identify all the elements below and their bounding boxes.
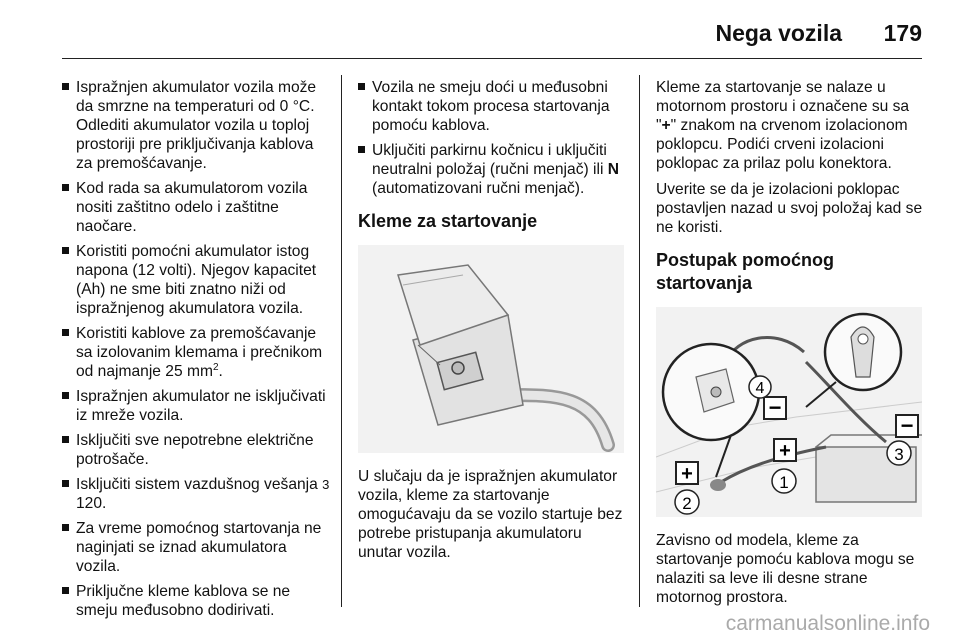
list-item: Koristiti kablove za premošćavanje sa izolovanim klemama i prečnikom od najmanje 25 $mm^2$. (62, 324, 330, 381)
minus-label-icon: − (768, 395, 782, 420)
section-heading-jump-terminals: Kleme za startovanje (358, 211, 538, 231)
jump-terminals-description: U slučaju da je ispražnjen akumulator vozila, kleme za startovanje omogućavaju da se vozilo startuje bez potrebe pristupanja akumulatoru unutar vozila. (358, 468, 623, 561)
neutral-gear-letter: N (607, 161, 620, 178)
list-item: Uključiti parkirnu kočnicu i uključiti neutralni položaj (ručni menjač) ili N (automatizovani ručni menjač). (358, 141, 626, 198)
minus-label-icon: − (900, 413, 914, 438)
column-1 (62, 78, 330, 626)
list-item: Ispražnjen akumulator ne isključivati iz mreže vozila. (62, 387, 330, 425)
page-header-title: Nega vozila (715, 20, 842, 46)
column-3 (656, 78, 924, 614)
list-item: Vozila ne smeju doći u međusobni kontakt tokom procesa startovanja pomoću kablova. (358, 78, 626, 135)
precaution-bullet-list (358, 78, 626, 198)
callout-number: 3 (894, 445, 904, 464)
footnote-superscript: 2 (212, 361, 219, 373)
safety-bullet-list (62, 78, 330, 620)
plus-label-icon: + (779, 440, 791, 462)
section-heading-jump-start-procedure: Postupak pomoćnog startovanja (656, 250, 835, 293)
page-number: 179 (883, 20, 922, 46)
column-divider-right (639, 75, 640, 607)
terminal-location-paragraph: Kleme za startovanje se nalaze u motornom prostoru i označene su sa "+" znakom na crvenom izolacionom poklopcu. Podići crveni izolacioni poklopac za prilaz polu konektora. (656, 79, 910, 172)
list-item: Isključiti sistem vazdušnog vešanja 3 120. (62, 475, 330, 513)
callout-number: 1 (779, 473, 789, 492)
list-item: Isključiti sve nepotrebne električne potrošače. (62, 431, 330, 469)
jump-terminal-illustration (358, 245, 624, 453)
list-item: Kod rada sa akumulatorom vozila nositi zaštitno odelo i zaštitne naočare. (62, 179, 330, 236)
plus-symbol-icon: + (661, 117, 671, 134)
callout-number: 2 (682, 494, 692, 513)
watermark: carmanualsonline.info (725, 612, 930, 635)
plus-label-icon: + (681, 463, 693, 485)
list-item: Za vreme pomoćnog startovanja ne naginjati se iznad akumulatora vozila. (62, 519, 330, 576)
column-2 (358, 78, 626, 569)
list-item: Priključne kleme kablova se ne smeju međusobno dodirivati. (62, 582, 330, 620)
header-rule (62, 58, 922, 59)
model-location-paragraph: Zavisno od modela, kleme za startovanje pomoću kablova mogu se nalaziti sa leve ili desne strane motornog prostora. (656, 532, 915, 606)
cover-replace-paragraph: Uverite se da je izolacioni poklopac postavljen nazad u svoj položaj kad se ne koristi. (656, 181, 923, 236)
jump-start-diagram (656, 307, 922, 517)
column-divider-left (341, 75, 342, 607)
page-reference-arrow-icon[interactable]: 3 (322, 477, 330, 492)
list-item: Ispražnjen akumulator vozila može da smrzne na temperaturi od 0 °C. Odlediti akumulator vozila u toploj prostoriji pre priključivanja kablova za premošćavanje. (62, 78, 330, 173)
callout-number: 4 (755, 380, 765, 397)
list-item: Koristiti pomoćni akumulator istog napona (12 volti). Njegov kapacitet (Ah) ne sme biti znatno niži od ispražnjenog akumulatora vozila. (62, 242, 330, 318)
